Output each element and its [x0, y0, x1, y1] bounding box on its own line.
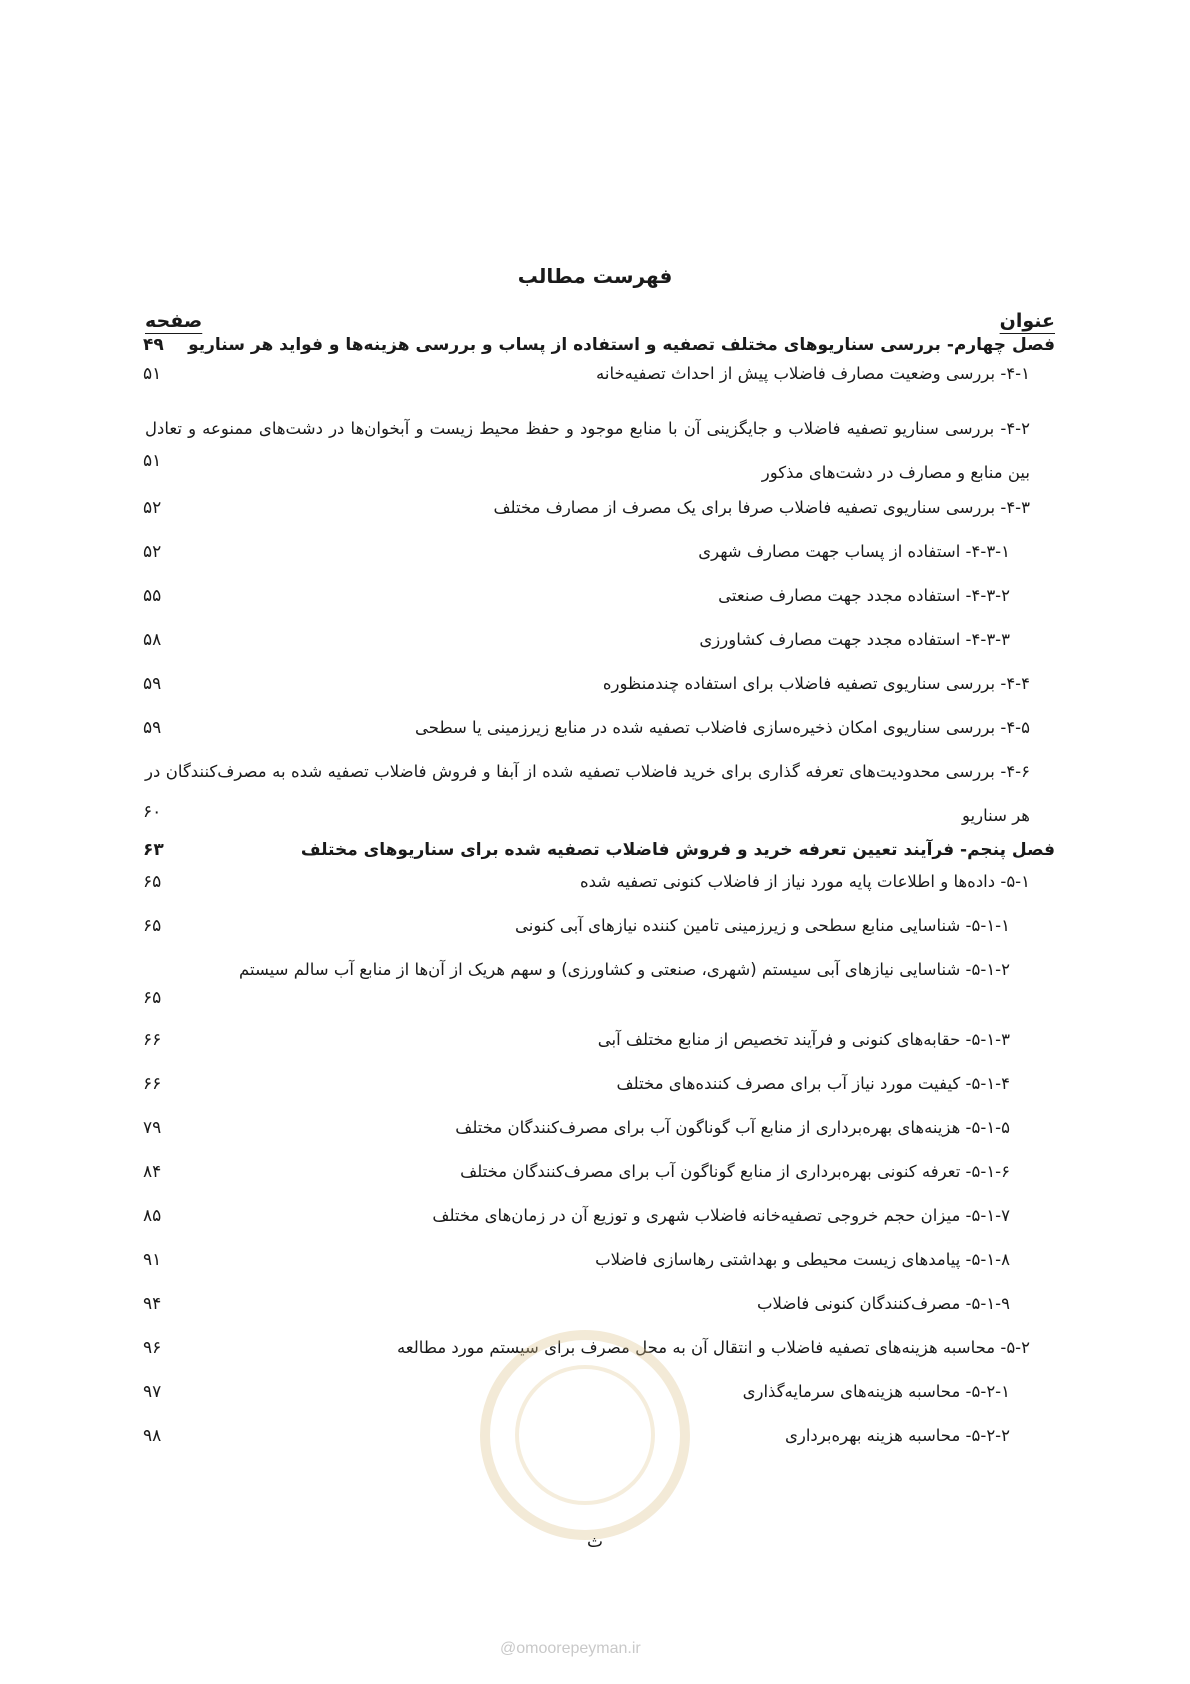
toc-entry-page: ۸۵ [143, 1206, 162, 1226]
stamp-seal-icon [480, 1330, 690, 1540]
stamp-inner-ring [515, 1365, 655, 1505]
toc-entry-title: ۴-۳-۳- استفاده مجدد جهت مصارف کشاورزی [699, 630, 1010, 649]
toc-entry-title: ۵-۱-۱- شناسایی منابع سطحی و زیرزمینی تامین کننده نیازهای آبی کنونی [514, 916, 1010, 935]
toc-entry-title: ۵-۲- محاسبه هزینه‌های تصفیه فاضلاب و انتقال آن به محل مصرف برای سیستم مورد مطالعه [396, 1338, 1030, 1357]
toc-entry-title: ۵-۲-۲- محاسبه هزینه بهره‌برداری [784, 1426, 1010, 1445]
toc-entry-page: ۴۹ [143, 335, 164, 355]
toc-entry-page: ۷۹ [143, 1118, 162, 1138]
toc-entry-page: ۵۱ [143, 364, 162, 384]
toc-entry-page: ۶۵ [143, 988, 162, 1008]
toc-entry-title: ۴-۴- بررسی سناریوی تصفیه فاضلاب برای استفاده چندمنظوره [602, 674, 1030, 693]
toc-entry-title: ۴-۶- بررسی محدودیت‌های تعرفه گذاری برای خرید فاضلاب تصفیه شده از آبفا و فروش فاضلاب تصفیه شده به مصرف‌کنندگان در هر سناریو [145, 762, 1030, 825]
watermark-text: @omoorepeyman.ir [500, 1640, 641, 1657]
toc-entry-page: ۹۶ [143, 1338, 162, 1358]
toc-entry-page: ۹۱ [143, 1250, 162, 1270]
toc-entry-title: ۵-۲-۱- محاسبه هزینه‌های سرمایه‌گذاری [742, 1382, 1010, 1401]
toc-entry-page: ۶۶ [143, 1074, 162, 1094]
toc-entry-page: ۶۵ [143, 916, 162, 936]
page-number: ث [586, 1532, 603, 1552]
toc-entry-title: ۵-۱-۶- تعرفه کنونی بهره‌برداری از منابع گوناگون آب برای مصرف‌کنندگان مختلف [460, 1162, 1010, 1181]
column-header-page: صفحه [145, 310, 203, 332]
toc-entry-page: ۹۸ [143, 1426, 162, 1446]
toc-entry-page: ۹۷ [143, 1382, 162, 1402]
toc-entry-page: ۹۴ [143, 1294, 162, 1314]
toc-entry-page: ۶۶ [143, 1030, 162, 1050]
toc-entry-page: ۵۲ [143, 542, 162, 562]
toc-entry-title: ۵-۱-۴- کیفیت مورد نیاز آب برای مصرف کننده‌های مختلف [616, 1074, 1010, 1093]
toc-entry-title: ۴-۳-۱- استفاده از پساب جهت مصارف شهری [698, 542, 1010, 561]
column-header-title: عنوان [999, 310, 1055, 332]
toc-entry-page: ۵۲ [143, 498, 162, 518]
toc-entry-page: ۵۵ [143, 586, 162, 606]
toc-entry-page: ۵۸ [143, 630, 162, 650]
toc-entry-title: ۵-۱-۵- هزینه‌های بهره‌برداری از منابع آب گوناگون آب برای مصرف‌کنندگان مختلف [455, 1118, 1010, 1137]
toc-entry-page: ۶۳ [143, 840, 164, 860]
toc-entry-title: ۴-۵- بررسی سناریوی امکان ذخیره‌سازی فاضلاب تصفیه شده در منابع زیرزمینی یا سطحی [415, 718, 1030, 737]
toc-entry-page: ۶۵ [143, 872, 162, 892]
toc-entry-title: ۴-۱- بررسی وضعیت مصارف فاضلاب پیش از احداث تصفیه‌خانه [596, 364, 1030, 383]
toc-entry-title: ۵-۱-۳- حقابه‌های کنونی و فرآیند تخصیص از منابع مختلف آبی [597, 1030, 1010, 1049]
toc-entry-title: ۵-۱- داده‌ها و اطلاعات پایه مورد نیاز از فاضلاب کنونی تصفیه شده [580, 872, 1030, 891]
toc-entry-title: ۵-۱-۷- میزان حجم خروجی تصفیه‌خانه فاضلاب شهری و توزیع آن در زمان‌های مختلف [432, 1206, 1010, 1225]
toc-entry-title: ۵-۱-۸- پیامدهای زیست محیطی و بهداشتی رهاسازی فاضلاب [595, 1250, 1010, 1269]
toc-entry-page: ۸۴ [143, 1162, 162, 1182]
toc-entry-title: ۵-۱-۹- مصرف‌کنندگان کنونی فاضلاب [756, 1294, 1010, 1313]
toc-entry-page: ۵۹ [143, 718, 162, 738]
toc-entry-title: ۴-۳- بررسی سناریوی تصفیه فاضلاب صرفا برای یک مصرف از مصارف مختلف [493, 498, 1030, 517]
toc-entry-title: فصل پنجم- فرآیند تعیین تعرفه خرید و فروش فاضلاب تصفیه شده برای سناریوهای مختلف [300, 840, 1055, 860]
toc-entry-title: ۴-۲- بررسی سناریو تصفیه فاضلاب و جایگزینی آن با منابع موجود و حفظ محیط زیست و آبخوان‌ها در دشت‌های ممنوعه و تعادل بین منابع و مصارف در دشت‌های مذکور [145, 419, 1030, 482]
toc-entry-title: ۴-۳-۲- استفاده مجدد جهت مصارف صنعتی [718, 586, 1010, 605]
toc-entry-page: ۵۱ [143, 451, 162, 471]
toc-entry-page: ۶۰ [143, 802, 162, 822]
page-title: فهرست مطالب [517, 264, 673, 288]
toc-entry-title: فصل چهارم- بررسی سناریوهای مختلف تصفیه و استفاده از پساب و بررسی هزینه‌ها و فواید هر سناریو [188, 335, 1055, 355]
toc-entry-title: ۵-۱-۲- شناسایی نیازهای آبی سیستم (شهری، صنعتی و کشاورزی) و سهم هریک از آن‌ها از منابع آب سالم سیستم [239, 960, 1010, 979]
toc-entry-page: ۵۹ [143, 674, 162, 694]
